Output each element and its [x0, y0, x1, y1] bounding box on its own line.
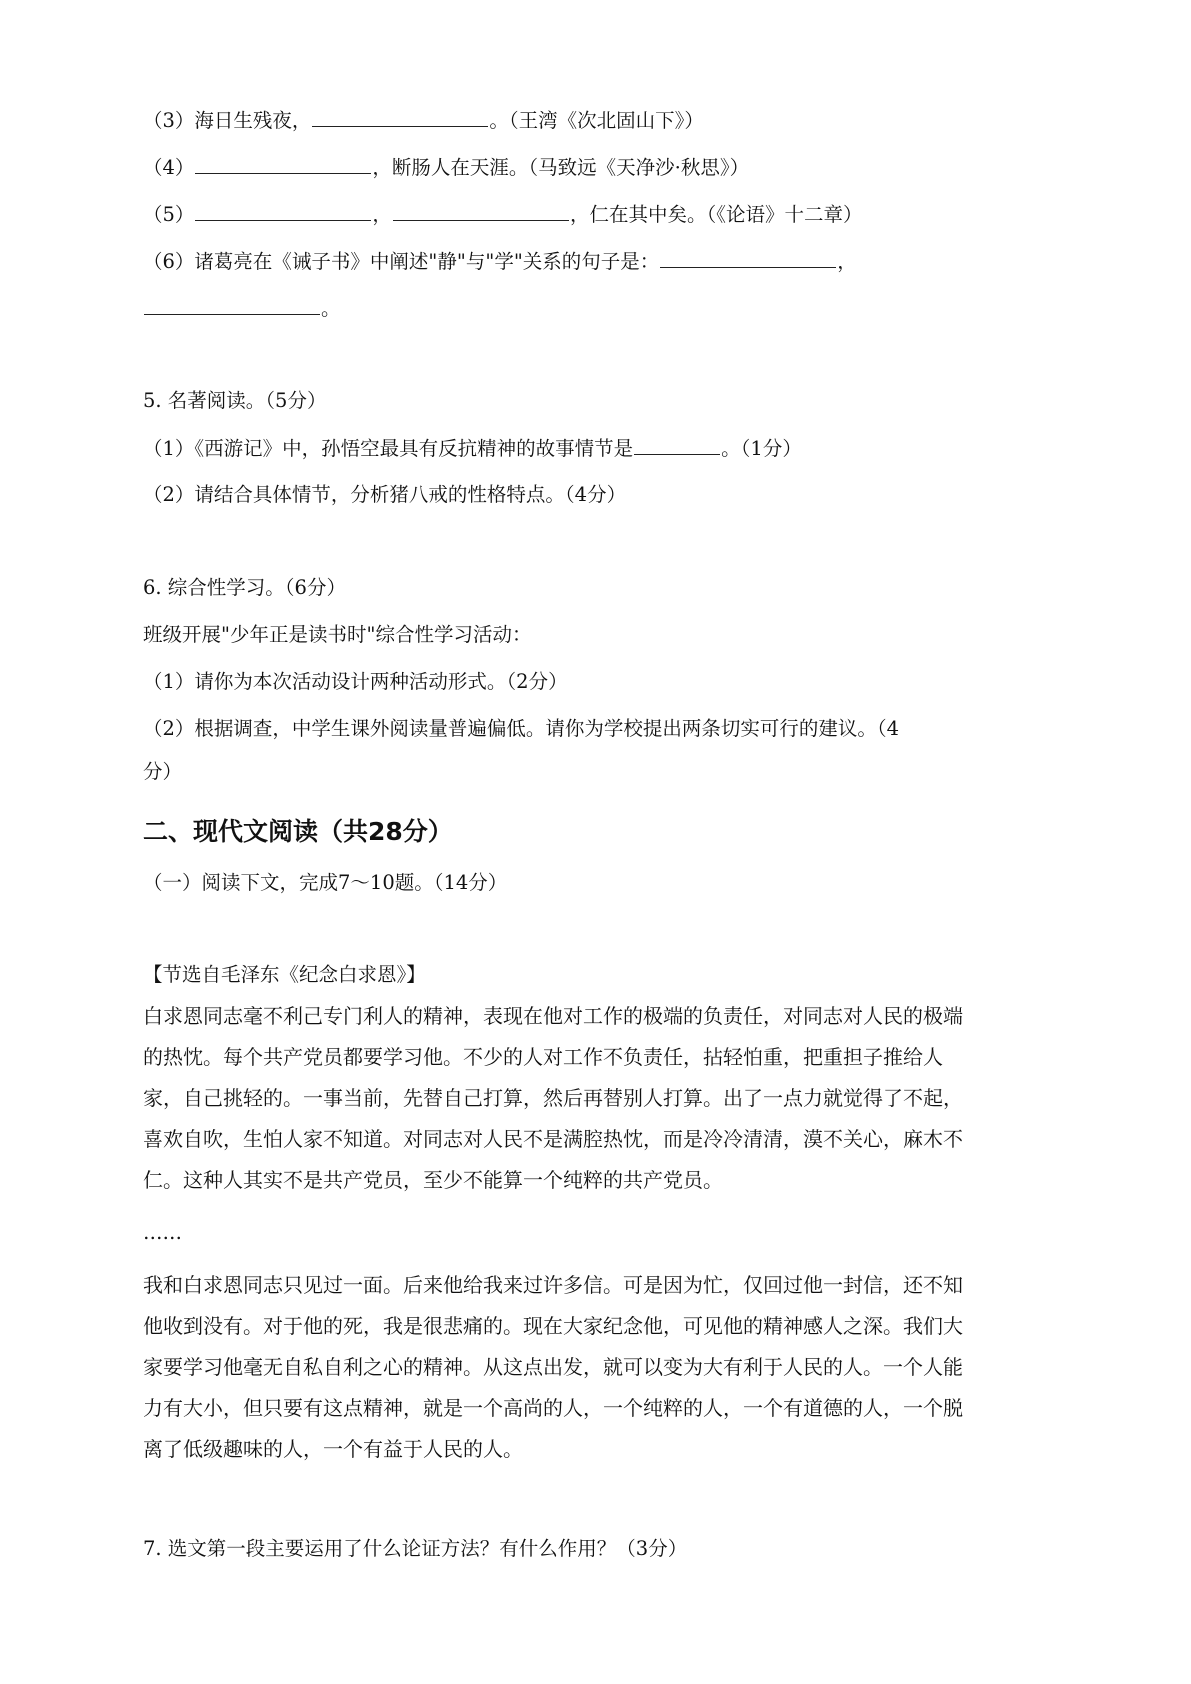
answer-blank[interactable] — [393, 202, 569, 221]
poetry-q5: （5） ， ，仁在其中矣。（《论语》十二章） — [143, 203, 863, 226]
poetry-q3: （3）海日生残夜， 。（王湾《次北固山下》） — [143, 109, 704, 132]
passage-line: 的热忱。每个共产党员都要学习他。不少的人对工作不负责任，拈轻怕重，把重担子推给人 — [143, 1045, 943, 1069]
answer-blank[interactable] — [195, 155, 371, 174]
answer-blank[interactable] — [312, 108, 488, 127]
passage-line: 白求恩同志毫不利己专门利人的精神，表现在他对工作的极端的负责任，对同志对人民的极端 — [143, 1004, 963, 1028]
q6-title: 6. 综合性学习。（6分） — [143, 576, 346, 599]
section-heading: 二、现代文阅读（共28分） — [143, 817, 453, 846]
poetry-q6: （6）诸葛亮在《诫子书》中阐述"静"与"学"关系的句子是： ， — [143, 250, 857, 273]
passage-line: 喜欢自吹，生怕人家不知道。对同志对人民不是满腔热忱，而是冷冷清清，漠不关心，麻木不 — [143, 1127, 963, 1151]
passage-line: 力有大小，但只要有这点精神，就是一个高尚的人，一个纯粹的人，一个有道德的人，一个脱 — [143, 1396, 963, 1420]
source-title: 【节选自毛泽东《纪念白求恩》】 — [143, 963, 426, 986]
answer-blank[interactable] — [195, 202, 371, 221]
passage-paragraph-2 — [143, 1265, 1053, 1470]
q6-sub2-line1: （2）根据调查，中学生课外阅读量普遍偏低。请你为学校提出两条切实可行的建议。（4 — [143, 717, 900, 740]
answer-blank[interactable] — [144, 296, 320, 315]
q6-sub2-line2: 分） — [143, 760, 183, 783]
q5-sub2: （2）请结合具体情节，分析猪八戒的性格特点。（4分） — [143, 483, 627, 506]
passage-line: 家，自己挑轻的。一事当前，先替自己打算，然后再替别人打算。出了一点力就觉得了不起， — [143, 1086, 963, 1110]
poetry-q6-cont: 。 — [143, 296, 341, 321]
part-instruction: （一）阅读下文，完成7～10题。（14分） — [143, 871, 508, 894]
passage-line: 仁。这种人其实不是共产党员，至少不能算一个纯粹的共产党员。 — [143, 1168, 723, 1192]
answer-blank[interactable] — [634, 436, 720, 455]
poetry-q4: （4） ，断肠人在天涯。（马致远《天净沙·秋思》） — [143, 156, 750, 179]
ellipsis: …… — [143, 1221, 182, 1244]
answer-blank[interactable] — [660, 249, 836, 268]
passage-line: 离了低级趣味的人，一个有益于人民的人。 — [143, 1437, 523, 1461]
passage-line: 我和白求恩同志只见过一面。后来他给我来过许多信。可是因为忙，仅回过他一封信，还不知 — [143, 1273, 963, 1297]
passage-paragraph-1 — [143, 996, 1053, 1201]
q7-question: 7. 选文第一段主要运用了什么论证方法？有什么作用？（3分） — [143, 1537, 688, 1560]
q5-sub1: （1）《西游记》中，孙悟空最具有反抗精神的故事情节是 。（1分） — [143, 437, 802, 460]
passage-line: 家要学习他毫无自私自利之心的精神。从这点出发，就可以变为大有利于人民的人。一个人能 — [143, 1355, 963, 1379]
passage-line: 他收到没有。对于他的死，我是很悲痛的。现在大家纪念他，可见他的精神感人之深。我们大 — [143, 1314, 963, 1338]
q6-sub1: （1）请你为本次活动设计两种活动形式。（2分） — [143, 670, 568, 693]
q5-title: 5. 名著阅读。（5分） — [143, 389, 327, 412]
q6-intro: 班级开展"少年正是读书时"综合性学习活动： — [143, 623, 532, 646]
